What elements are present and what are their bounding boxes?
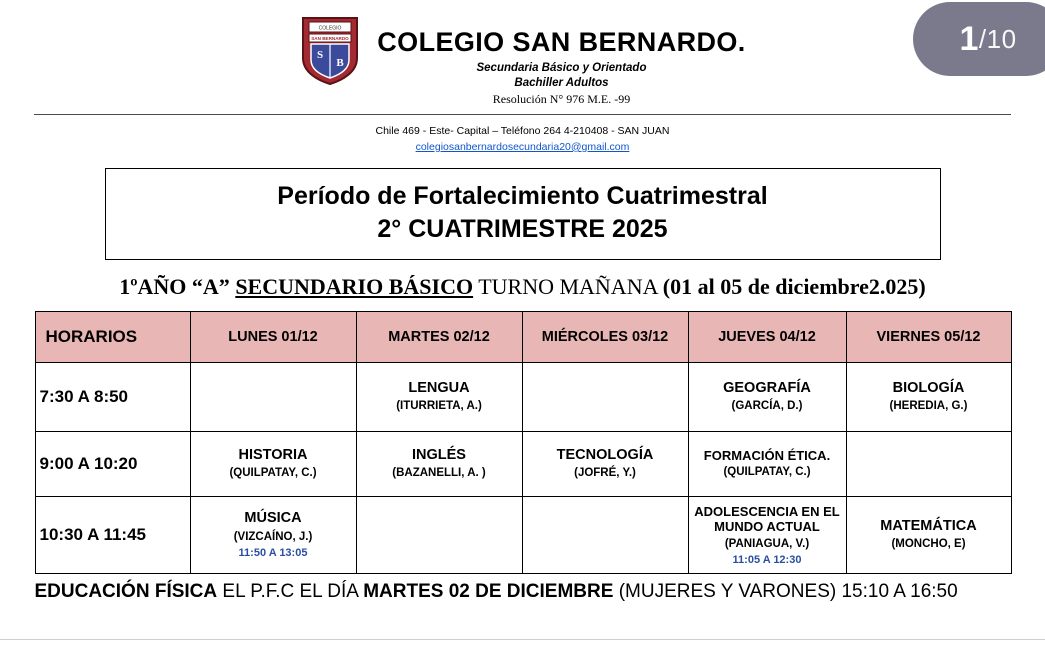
- school-name: COLEGIO SAN BERNARDO.: [377, 27, 746, 57]
- cell-subject: FORMACIÓN ÉTICA.: [703, 447, 831, 463]
- table-cell: [688, 431, 846, 496]
- schedule-table-wrapper: [35, 311, 1011, 574]
- footer-note: [35, 581, 1011, 604]
- footer-note-subject: EDUCACIÓN FÍSICA: [34, 580, 218, 602]
- table-cell: [190, 431, 356, 496]
- school-identity: [377, 14, 745, 106]
- table-cell: [522, 431, 688, 496]
- cell-teacher: (ITURRIETA, A.): [396, 400, 482, 413]
- row-hour-label: 9:00 A 10:20: [35, 431, 190, 496]
- table-header-row: [35, 311, 1011, 362]
- footer-note-text-1: EL P.F.C EL DÍA: [217, 580, 364, 602]
- column-header-jueves: JUEVES 04/12: [688, 311, 846, 362]
- cell-teacher: (HEREDIA, G.): [889, 400, 968, 413]
- footer-note-text-2: (MUJERES Y VARONES) 15:10 A 16:50: [613, 580, 958, 602]
- schedule-table: [35, 311, 1012, 574]
- column-header-lunes: LUNES 01/12: [190, 311, 356, 362]
- table-cell: [356, 431, 522, 496]
- cell-teacher: (JOFRÉ, Y.): [574, 467, 636, 480]
- contact-email-link[interactable]: colegiosanbernardosecundaria20@gmail.com: [415, 140, 630, 153]
- cell-subject: BIOLOGÍA: [892, 379, 965, 396]
- cell-extra-hour: 11:05 A 12:30: [732, 554, 802, 567]
- contact-block: [0, 124, 1045, 154]
- course-level: SECUNDARIO BÁSICO: [235, 274, 474, 300]
- cell-teacher: (MONCHO, E): [891, 538, 966, 551]
- cell-teacher: (QUILPATAY, C.): [723, 466, 811, 479]
- table-cell: [846, 496, 1011, 573]
- page-bottom-divider: [0, 639, 1045, 640]
- cell-teacher: (QUILPATAY, C.): [229, 467, 317, 480]
- column-header-miercoles: MIÉRCOLES 03/12: [522, 311, 688, 362]
- course-dates: 01 al 05 de diciembre2.025: [670, 274, 919, 300]
- table-cell: [688, 362, 846, 431]
- svg-text:B: B: [336, 57, 344, 69]
- cell-teacher: (PANIAGUA, V.): [724, 537, 810, 550]
- cell-teacher: (VIZCAÍNO, J.): [233, 530, 313, 543]
- column-header-viernes: VIERNES 05/12: [846, 311, 1011, 362]
- course-year: 1ºAÑO “A”: [119, 274, 236, 300]
- school-crest-icon: [299, 14, 361, 86]
- course-line: [0, 274, 1045, 300]
- page-current: 1: [959, 19, 979, 58]
- document-header: [0, 0, 1045, 106]
- footer-note-day: MARTES 02 DE DICIEMBRE: [363, 580, 614, 602]
- table-cell: [688, 496, 846, 573]
- page-indicator: [913, 2, 1045, 76]
- course-dates-close: ): [918, 274, 926, 300]
- column-header-horarios: HORARIOS: [35, 311, 190, 362]
- school-resolution: Resolución N° 976 M.E. -99: [492, 92, 631, 107]
- table-cell: [522, 362, 688, 431]
- table-row: [35, 431, 1011, 496]
- table-cell: [356, 362, 522, 431]
- course-shift: TURNO MAÑANA: [473, 274, 663, 300]
- school-subtitle-1: Secundaria Básico y Orientado: [476, 62, 647, 75]
- contact-address: Chile 469 - Este- Capital – Teléfono 264 4-210408 - SAN JUAN: [375, 125, 670, 138]
- cell-teacher: (BAZANELLI, A. ): [392, 467, 486, 480]
- school-subtitle-2: Bachiller Adultos: [514, 76, 609, 89]
- table-cell: [190, 362, 356, 431]
- svg-text:S: S: [317, 49, 324, 61]
- row-hour-label: 7:30 A 8:50: [35, 362, 190, 431]
- title-line-2: 2° CUATRIMESTRE 2025: [377, 215, 668, 244]
- column-header-martes: MARTES 02/12: [356, 311, 522, 362]
- table-row: [35, 496, 1011, 573]
- header-divider: [34, 114, 1011, 115]
- cell-subject: MATEMÁTICA: [880, 517, 977, 534]
- table-row: [35, 362, 1011, 431]
- cell-extra-hour: 11:50 A 13:05: [238, 547, 308, 560]
- cell-subject: HISTORIA: [238, 446, 308, 463]
- cell-teacher: (GARCÍA, D.): [731, 400, 803, 413]
- cell-subject: MÚSICA: [244, 510, 302, 527]
- cell-subject: TECNOLOGÍA: [556, 446, 654, 463]
- cell-subject: GEOGRAFÍA: [723, 379, 811, 396]
- cell-subject: INGLÉS: [412, 446, 466, 463]
- page-separator: /: [978, 23, 987, 54]
- title-line-1: Período de Fortalecimiento Cuatrimestral: [277, 181, 768, 210]
- table-cell: [190, 496, 356, 573]
- svg-text:SAN BERNARDO: SAN BERNARDO: [311, 36, 350, 41]
- title-box: [105, 168, 941, 261]
- cell-subject: LENGUA: [408, 379, 470, 396]
- course-dates-open: (: [662, 274, 671, 300]
- page-total: 10: [986, 23, 1017, 54]
- table-cell: [846, 362, 1011, 431]
- cell-subject: ADOLESCENCIA EN EL MUNDO ACTUAL: [694, 503, 840, 535]
- table-cell: [846, 431, 1011, 496]
- svg-text:COLEGIO: COLEGIO: [318, 25, 342, 32]
- table-cell: [356, 496, 522, 573]
- row-hour-label: 10:30 A 11:45: [35, 496, 190, 573]
- table-cell: [522, 496, 688, 573]
